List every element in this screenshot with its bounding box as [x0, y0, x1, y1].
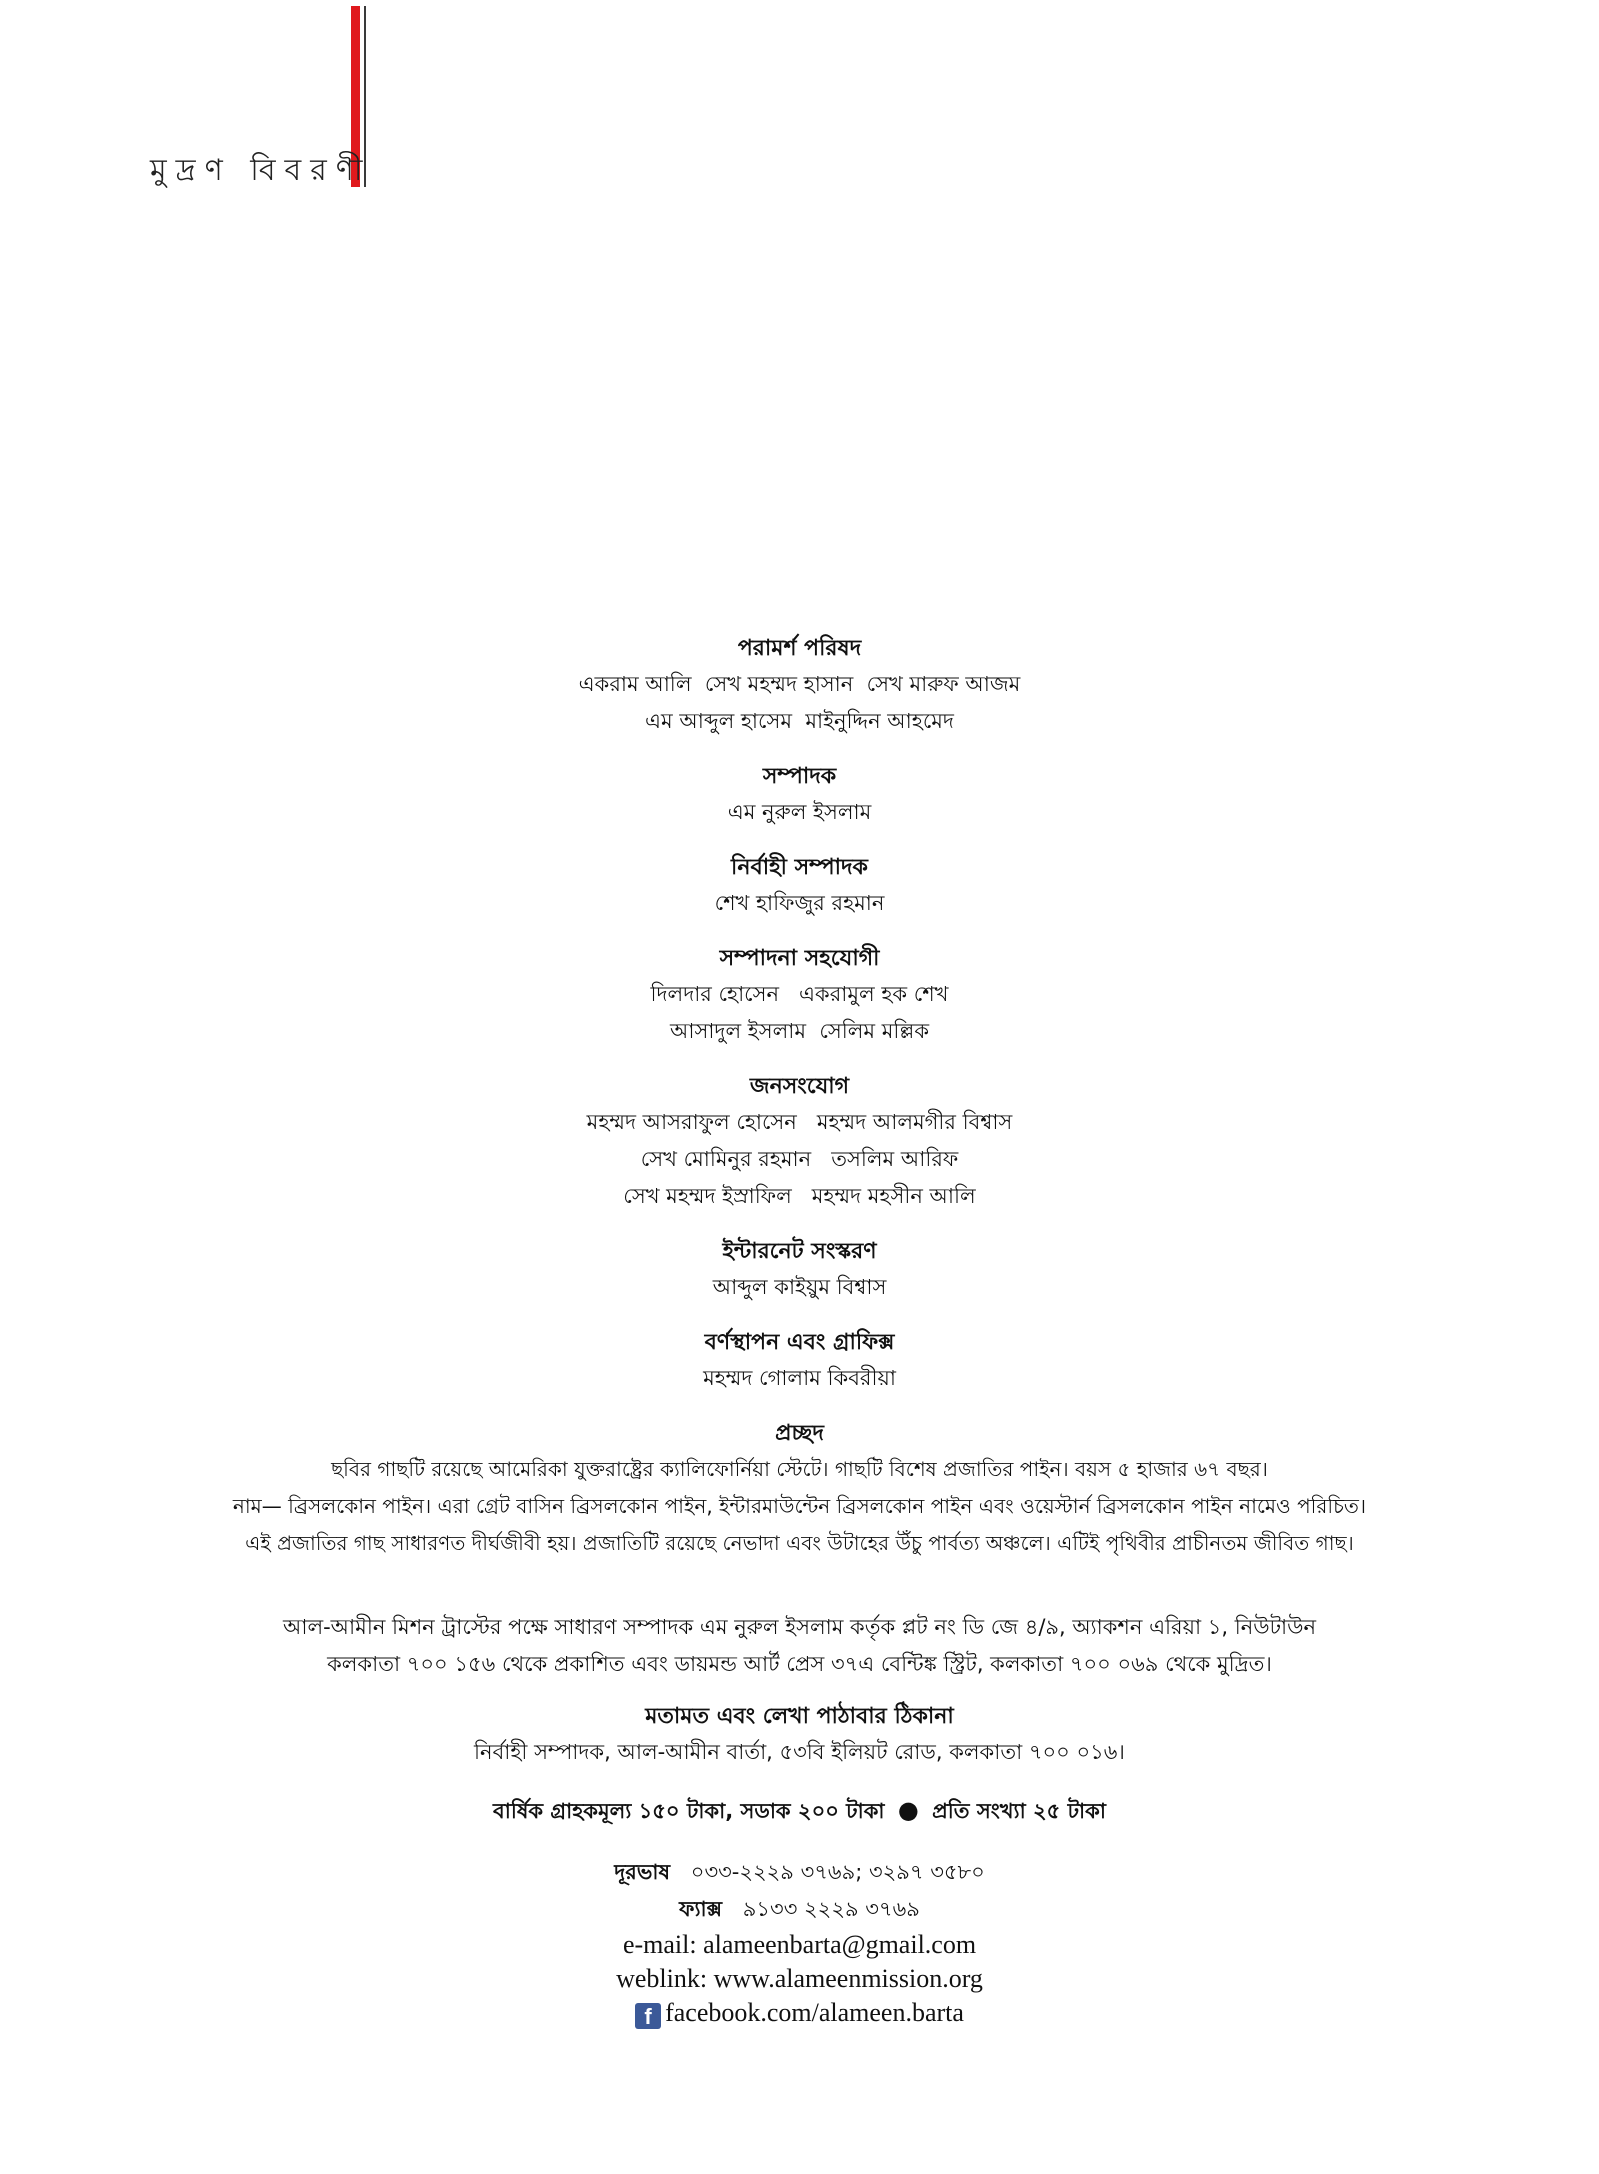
address-block [0, 1700, 1599, 1771]
single-issue-price: প্রতি সংখ্যা ২৫ টাকা [932, 1799, 1106, 1823]
section-line: মহম্মদ গোলাম কিবরীয়া [703, 1366, 896, 1390]
section-line: সেখ মহম্মদ ইস্রাফিল মহম্মদ মহসীন আলি [623, 1184, 976, 1208]
section-line: একরাম আলি সেখ মহম্মদ হাসান সেখ মারুফ আজম [578, 672, 1021, 696]
phone-value: ০৩৩-২২২৯ ৩৭৬৯; ৩২৯৭ ৩৫৮০ [690, 1860, 985, 1884]
phone-row [0, 1854, 1599, 1891]
section-heading: জনসংযোগ [749, 1074, 850, 1099]
facebook-icon: f [635, 2003, 661, 2029]
section-line: সেখ মোমিনুর রহমান তসলিম আরিফ [640, 1147, 959, 1171]
credit-section-editor [0, 760, 1599, 831]
section-heading: ইন্টারনেট সংস্করণ [722, 1239, 877, 1264]
section-line: দিলদার হোসেন একরামুল হক শেখ [650, 982, 949, 1006]
subscription-info [0, 1795, 1599, 1830]
page-header [0, 0, 400, 200]
weblink[interactable]: weblink: www.alameenmission.org [616, 1964, 983, 1993]
section-line: শেখ হাফিজুর রহমান [714, 891, 885, 915]
section-heading: সম্পাদক [762, 764, 837, 789]
annual-subscription: বার্ষিক গ্রাহকমূল্য ১৫০ টাকা, সডাক ২০০ টাকা [493, 1799, 885, 1823]
section-heading: নির্বাহী সম্পাদক [731, 855, 868, 880]
facebook-link[interactable] [0, 1996, 1599, 2030]
credit-section-internet-edition [0, 1235, 1599, 1306]
email-link[interactable]: e-mail: alameenbarta@gmail.com [622, 1930, 977, 1959]
cover-line: ছবির গাছটি রয়েছে আমেরিকা যুক্তরাষ্ট্রের ক্যালিফোর্নিয়া স্টেটে। গাছটি বিশেষ প্রজাতির পাইন। বয়স ৫ হাজার ৬৭ বছর। [331, 1457, 1268, 1481]
credit-section-editorial-assistants [0, 942, 1599, 1050]
publisher-imprint [0, 1609, 1599, 1683]
section-heading: পরামর্শ পরিষদ [737, 636, 862, 661]
section-line: আসাদুল ইসলাম সেলিম মল্লিক [669, 1019, 930, 1043]
imprint-line: কলকাতা ৭০০ ১৫৬ থেকে প্রকাশিত এবং ডায়মন্ড আর্ট প্রেস ৩৭এ বেন্টিঙ্ক স্ট্রিট, কলকাতা ৭০০ ০৬৯ থেকে মুদ্রিত। [327, 1652, 1272, 1676]
section-heading: সম্পাদনা সহযোগী [719, 946, 880, 971]
separator-dot: ● [897, 1796, 919, 1824]
section-heading: প্রচ্ছদ [775, 1421, 824, 1446]
facebook-url: facebook.com/alameen.barta [665, 1998, 964, 2027]
fax-label: ফ্যাক্স [679, 1897, 723, 1921]
section-line: আব্দুল কাইয়ুম বিশ্বাস [712, 1275, 887, 1299]
credit-section-advisory [0, 632, 1599, 740]
contact-block [0, 1854, 1599, 2030]
credit-section-typesetting-graphics [0, 1326, 1599, 1397]
credits-block [0, 632, 1599, 1562]
section-line: মহম্মদ আসরাফুল হোসেন মহম্মদ আলমগীর বিশ্বাস [586, 1110, 1013, 1134]
fax-value: ৯১৩৩ ২২২৯ ৩৭৬৯ [742, 1897, 920, 1921]
credit-section-executive-editor [0, 851, 1599, 922]
section-heading: বর্ণস্থাপন এবং গ্রাফিক্স [704, 1330, 895, 1355]
imprint-line: আল-আমীন মিশন ট্রাস্টের পক্ষে সাধারণ সম্পাদক এম নুরুল ইসলাম কর্তৃক প্লট নং ডি জে ৪/৯, অ্যাকশন এরিয়া ১, নিউটাউন [282, 1615, 1317, 1639]
phone-label: দূরভাষ [614, 1860, 671, 1884]
fax-row [0, 1891, 1599, 1928]
section-line: এম আব্দুল হাসেম মাইনুদ্দিন আহমেদ [645, 709, 954, 733]
address-line: নির্বাহী সম্পাদক, আল-আমীন বার্তা, ৫৩বি ইলিয়ট রোড, কলকাতা ৭০০ ০১৬। [474, 1740, 1125, 1764]
section-heading: মতামত এবং লেখা পাঠাবার ঠিকানা [645, 1704, 954, 1729]
credit-section-public-relations [0, 1070, 1599, 1215]
cover-line: এই প্রজাতির গাছ সাধারণত দীর্ঘজীবী হয়। প্রজাতিটি রয়েছে নেভাদা এবং উটাহের উঁচু পার্বত্য অঞ্চলে। এটিই পৃথিবীর প্রাচীনতম জীবিত গাছ। [245, 1531, 1354, 1555]
cover-line: নাম— ব্রিসলকোন পাইন। এরা গ্রেট বাসিন ব্রিসলকোন পাইন, ইন্টারমাউন্টেন ব্রিসলকোন পাইন এবং ওয়েস্টার্ন ব্রিসলকোন পাইন নামেও পরিচিত। [232, 1494, 1367, 1518]
cover-section [0, 1417, 1599, 1562]
section-line: এম নুরুল ইসলাম [727, 800, 872, 824]
page-title: মুদ্রণ বিবরণী [150, 153, 372, 188]
